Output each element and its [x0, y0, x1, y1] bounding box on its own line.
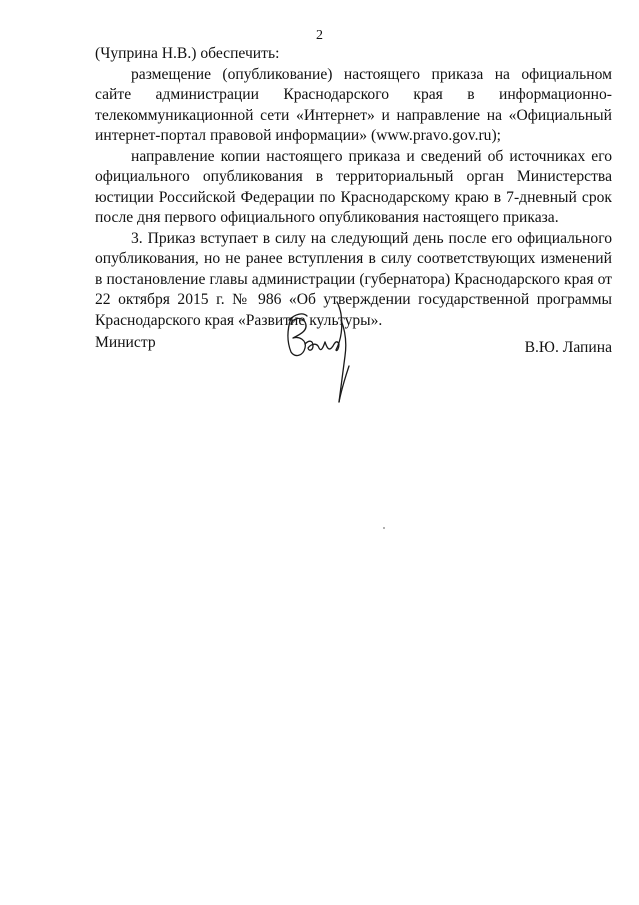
signature-block — [95, 334, 612, 414]
handwritten-signature — [281, 300, 361, 404]
signatory-title: Министр — [95, 334, 156, 351]
document-body — [95, 44, 612, 331]
paragraph-copy-direction: направление копии настоящего приказа и сведений об источниках его официального опубликования в территориальный орган Министерства юстиции Российской Федерации по Краснодарскому краю в 7-дневный срок после дня первого официального опубликования настоящего приказа. — [95, 147, 612, 226]
signatory-name: В.Ю. Лапина — [524, 339, 612, 356]
paragraph-effective-date: 3. Приказ вступает в силу на следующий день после его официального опубликования, но не ранее вступления в силу соответствующих изменений в постановление главы администрации (губернатора) Краснодарского края от 22 октября 2015 г. № 986 «Об утверждении государственной программы Краснодарского края «Развитие культуры». — [95, 229, 612, 329]
paragraph-publication: размещение (опубликование) настоящего приказа на официальном сайте администрации Краснодарского края в информационно-телекоммуникационной сети «Интернет» и направление на «Официальный интернет-портал правовой информации» (www.pravo.gov.ru); — [95, 65, 612, 144]
page-number: 2 — [316, 28, 323, 43]
paragraph-responsible: (Чуприна Н.В.) обеспечить: — [95, 45, 280, 62]
scan-speck — [383, 527, 385, 529]
